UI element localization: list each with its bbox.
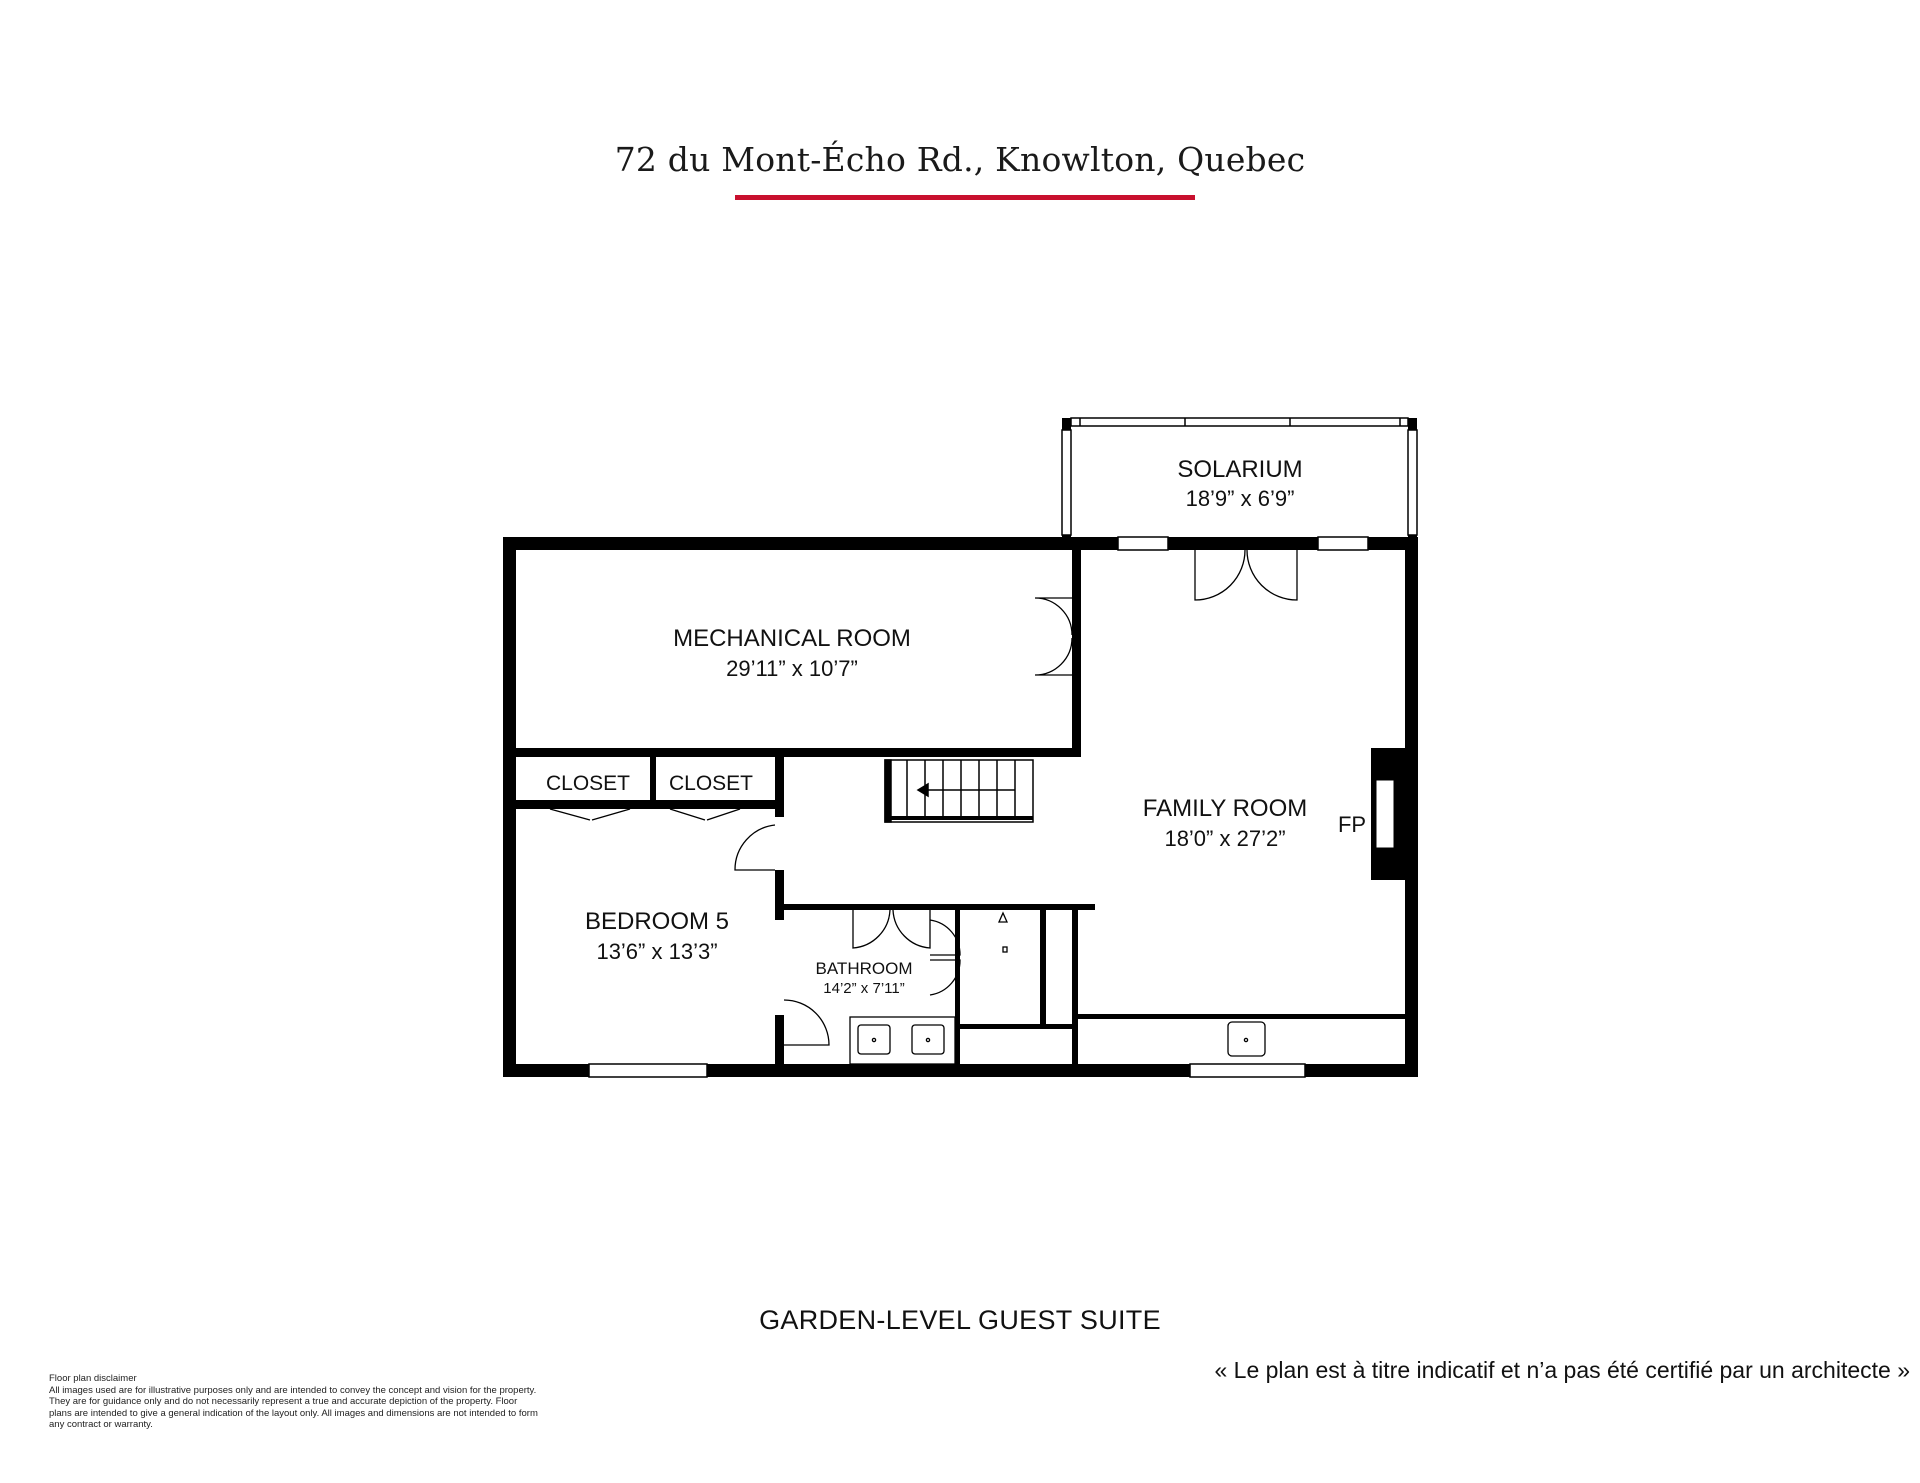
bathroom-label: BATHROOM [815,959,913,978]
bedroom-dims: 13’6” x 13’3” [596,939,718,964]
solarium-dims: 18’9” x 6’9” [1185,486,1295,511]
disclaimer-title: Floor plan disclaimer [49,1373,137,1384]
mechanical-room-label: MECHANICAL ROOM [673,625,911,652]
mechanical-room-dims: 29’11” x 10’7” [726,656,858,681]
windows [589,418,1417,1077]
fireplace-opening [1376,780,1394,848]
family-room-label: FAMILY ROOM [1142,795,1308,822]
walls [503,418,1418,1077]
bedroom-label: BEDROOM 5 [584,908,730,935]
solarium-label: SOLARIUM [1177,456,1303,483]
fixtures [850,913,1265,1064]
closet-2-label: CLOSET [668,772,754,795]
family-room-dims: 18’0” x 27’2” [1164,826,1286,851]
floor-name: GARDEN-LEVEL GUEST SUITE [759,1305,1161,1335]
property-address: 72 du Mont-Écho Rd., Knowlton, Quebec [614,140,1306,179]
fireplace-label: FP [1337,812,1367,837]
french-disclaimer: « Le plan est à titre indicatif et n’a pas été certifié par un architecte » [1214,1357,1910,1383]
closet-1-label: CLOSET [545,772,631,795]
bathroom-dims: 14’2” x 7’11” [823,980,905,997]
staircase [885,760,1033,822]
disclaimer-body: All images used are for illustrative purposes only and are intended to convey the concept and vision for the property. They are for guidance only and do not necessarily represent a true and accurate depiction of the property. Floor plans are intended to give a general indication of the layout only. All images and dimensions are not intended to form any contract or warranty. [49,1384,538,1430]
floor-plan-disclaimer [49,1373,539,1431]
